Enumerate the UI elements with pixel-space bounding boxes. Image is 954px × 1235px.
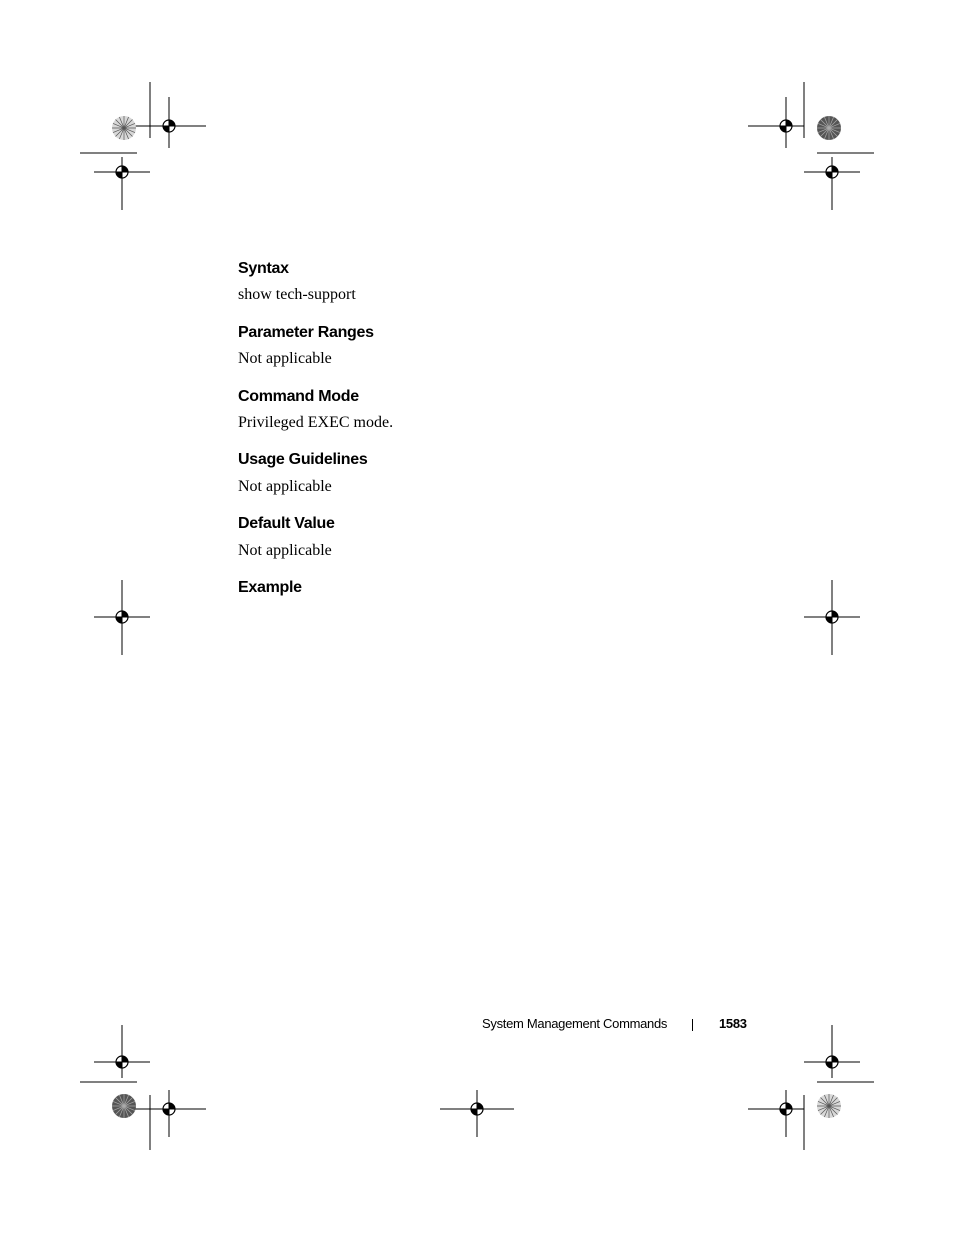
section-heading-example: Example bbox=[238, 579, 302, 596]
section-heading-usage-guidelines: Usage Guidelines bbox=[238, 451, 368, 468]
default-value-text: Not applicable bbox=[238, 542, 332, 559]
syntax-text: show tech-support bbox=[238, 286, 356, 303]
section-heading-default-value: Default Value bbox=[238, 515, 335, 532]
footer-separator bbox=[692, 1019, 693, 1031]
parameter-ranges-text: Not applicable bbox=[238, 350, 332, 367]
section-heading-parameter-ranges: Parameter Ranges bbox=[238, 324, 374, 341]
footer-chapter-title: System Management Commands bbox=[482, 1016, 668, 1031]
section-heading-command-mode: Command Mode bbox=[238, 388, 359, 405]
command-mode-text: Privileged EXEC mode. bbox=[238, 414, 394, 431]
page-number: 1583 bbox=[719, 1016, 747, 1031]
section-heading-syntax: Syntax bbox=[238, 260, 289, 277]
usage-guidelines-text: Not applicable bbox=[238, 478, 332, 495]
